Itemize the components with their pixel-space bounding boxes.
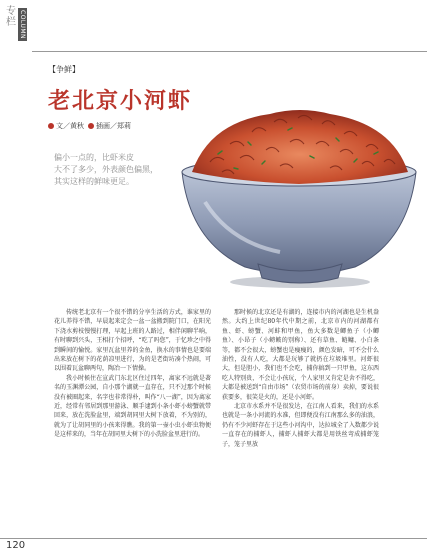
byline [48, 121, 131, 131]
body-column-left [54, 308, 211, 440]
footer-rule [0, 538, 427, 539]
body-paragraph: 北京市水系并不是很发达，在江南人看来，我们的水系也就是一条小河流的水准，但即便没有江南那么多的油浪，仍有不少河虾存在于这些小河沟中，达拉城全了入数都少说一直存在的捕虾人，捕虾人捕虾大都是用铁丝弯成捕虾笼子，笼子里放 [222, 403, 379, 448]
intro-line: 其实这样的鲜味更足。 [54, 177, 134, 186]
bullet-icon [88, 123, 94, 129]
illustrator-credit: 插画／郑莉 [88, 121, 131, 131]
bowl-of-shrimp-icon [170, 92, 420, 292]
body-paragraph: 我小时候住在宣武门东北区住过四年，离家不远就是著名的玉渊潭公园，自小那个湖就一直存在，只不过那个时候没有被圈起来，名字也非常得朴，叫作“八一湖”，因为离家近，经常有邻居到那里游泳、顺手逮到小条小虾小螃蟹就带回来，放在洗脸盆里，端到胡同里大树下放着，不为别的，就为了让胡同里的小孩来得瞧。我的第一壶小虫小虾虫物便是这样来的，当年在胡同里大树下的小洗脸盆里进行的。 [54, 374, 211, 439]
body-paragraph: 那时候的北京还是有湖的，连接市内的河湖也是生机盎然。大约上世纪80年代中期之前，北京市内的河湖都有鱼、虾、螃蟹、河蚌和甲鱼，鱼大多数是鲫鱼子（小鲫鱼）、小昂子（小鳑鲏的别称）、还有草鱼、鲢鳙、小白条等，都不会很大，螃蟹也是瘦瘦的，颜色发暗，可不会什么油性，没有人吃，大都是玩够了就扔在垃圾堆里。河虾很大，但是胆小，我们也不会吃，捕你搞到一只甲鱼，这东西吃人特别贵，不会让小孩玩，个人家里又肯定是舍不得吃，大都是被送到“自由市场”（农贸市场的前身）卖掉，要说很获要多，很笑是火的，还是小河虾。 [222, 309, 379, 401]
column-label-zh: 专栏 [6, 6, 16, 28]
intro-line: 偏小一点的，比虾米皮 [54, 153, 134, 162]
author-credit: 文／黄秋 [48, 121, 84, 131]
bullet-icon [48, 123, 54, 129]
body-paragraph: 传统老北京有一个很不错的分享生活的方式，谁家里的花儿养得不错，早晨起来定会一盆一盆搬到院门口，在阳光下浇水剪枝慢慢打理，早起上班的人路过，相伴闲聊半晌，有时聊到兴头，王相打个招呼，“吃了吗您”，于忆珍之中得到瞬间的愉悦。家里瓦盆里养的金鱼，换水的事情也是要端出来放在树下的花荫凉里进行，为的是老街坊凑个热闹，可以围着瓦盆聊两句，陶冶一下情操。 [54, 309, 211, 373]
article-title: 老北京小河虾 [48, 88, 193, 114]
section-tag: 【争鲜】 [48, 65, 80, 74]
column-tab [4, 6, 30, 54]
header-rule [32, 51, 427, 52]
intro-quote [54, 152, 174, 188]
page-number: 120 [6, 540, 26, 551]
column-label-en: COLUMN [19, 10, 26, 40]
body-column-right [222, 308, 379, 449]
intro-line: 大不了多少，外表颜色偏黑， [54, 165, 158, 174]
